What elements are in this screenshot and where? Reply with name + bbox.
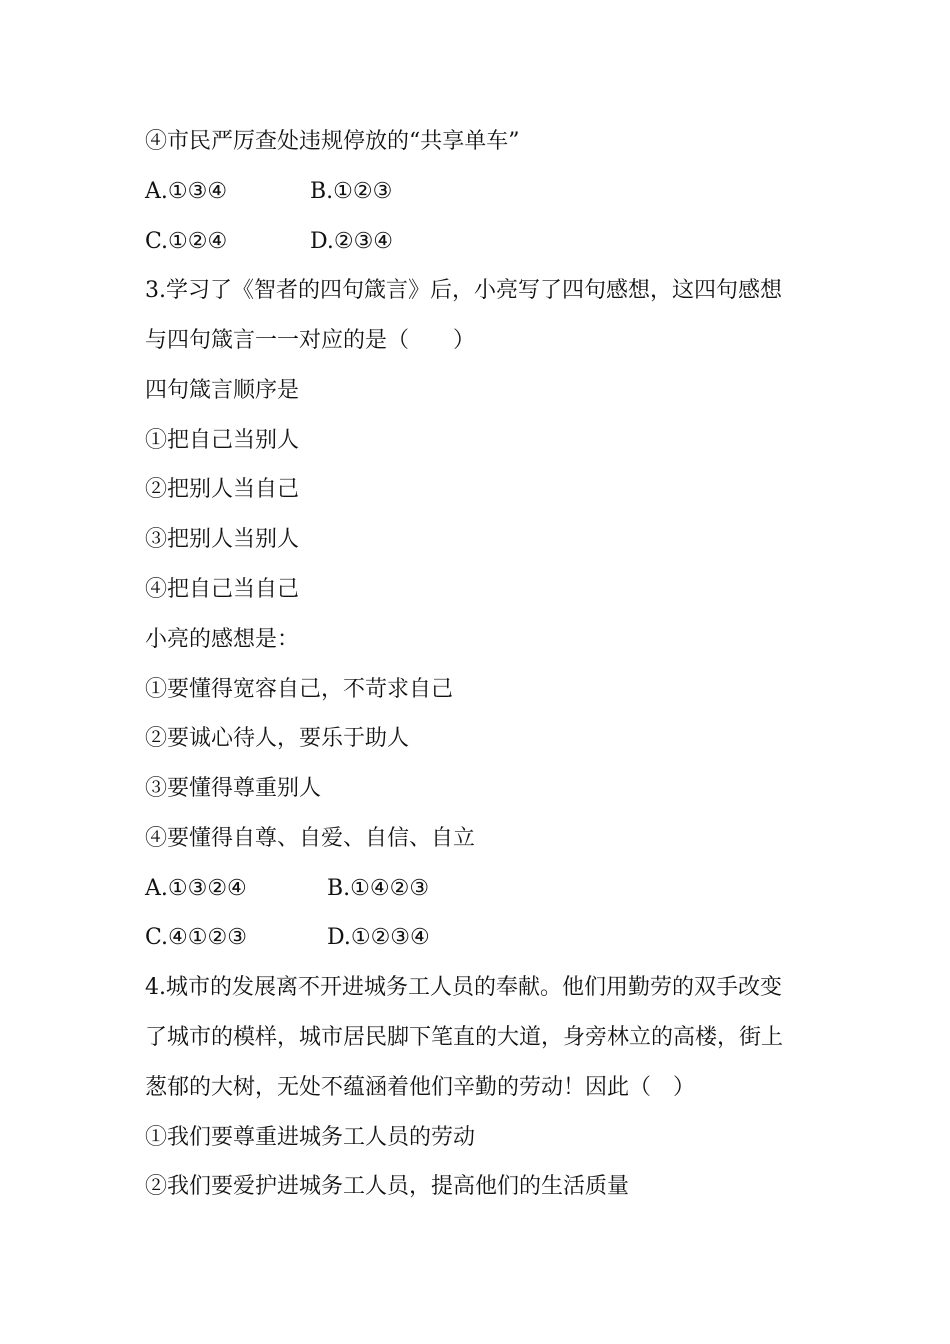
q3-options-row-1 <box>145 875 429 903</box>
q3-options-row-2 <box>145 924 430 952</box>
q3-motto-2: ②把别人当自己 <box>145 477 300 502</box>
q3-option-b: B.①④②③ <box>327 876 430 901</box>
q2-option-a: A.①③④ <box>145 179 228 204</box>
q3-thought-4: ④要懂得自尊、自爱、自信、自立 <box>145 826 476 851</box>
q3-motto-4: ④把自己当自己 <box>145 577 300 602</box>
q3-thought-1: ①要懂得宽容自己，不苛求自己 <box>145 677 454 702</box>
q3-thought-3: ③要懂得尊重别人 <box>145 776 322 801</box>
q3-option-a: A.①③②④ <box>145 876 247 901</box>
q4-stem-line-1: 4.城市的发展离不开进城务工人员的奉献。他们用勤劳的双手改变 <box>145 975 782 1000</box>
q2-options-row-2 <box>145 228 393 256</box>
q2-item-4: ④市民严厉查处违规停放的“共享单车” <box>145 129 520 154</box>
q2-option-d: D.②③④ <box>310 229 394 254</box>
q3-motto-1: ①把自己当别人 <box>145 428 300 453</box>
q3-thought-2: ②要诚心待人，要乐于助人 <box>145 726 410 751</box>
q4-stem-line-3: 葱郁的大树，无处不蕴涵着他们辛勤的劳动！因此（ ） <box>145 1075 696 1100</box>
q3-option-d: D.①②③④ <box>327 925 430 950</box>
q3-stem-line-1: 3.学习了《智者的四句箴言》后，小亮写了四句感想，这四句感想 <box>145 278 782 303</box>
q4-stem-line-2: 了城市的模样，城市居民脚下笔直的大道，身旁林立的高楼，街上 <box>145 1025 784 1050</box>
q4-item-1: ①我们要尊重进城务工人员的劳动 <box>145 1125 476 1150</box>
q3-motto-heading: 四句箴言顺序是 <box>145 378 300 403</box>
q3-stem-line-2: 与四句箴言一一对应的是（ ） <box>145 328 476 353</box>
q3-thoughts-heading: 小亮的感想是： <box>145 627 300 652</box>
q3-motto-3: ③把别人当别人 <box>145 527 300 552</box>
q2-option-b: B.①②③ <box>310 179 393 204</box>
q2-options-row-1 <box>145 178 392 206</box>
q2-option-c: C.①②④ <box>145 229 228 254</box>
q3-option-c: C.④①②③ <box>145 925 247 950</box>
q4-item-2: ②我们要爱护进城务工人员，提高他们的生活质量 <box>145 1174 630 1199</box>
